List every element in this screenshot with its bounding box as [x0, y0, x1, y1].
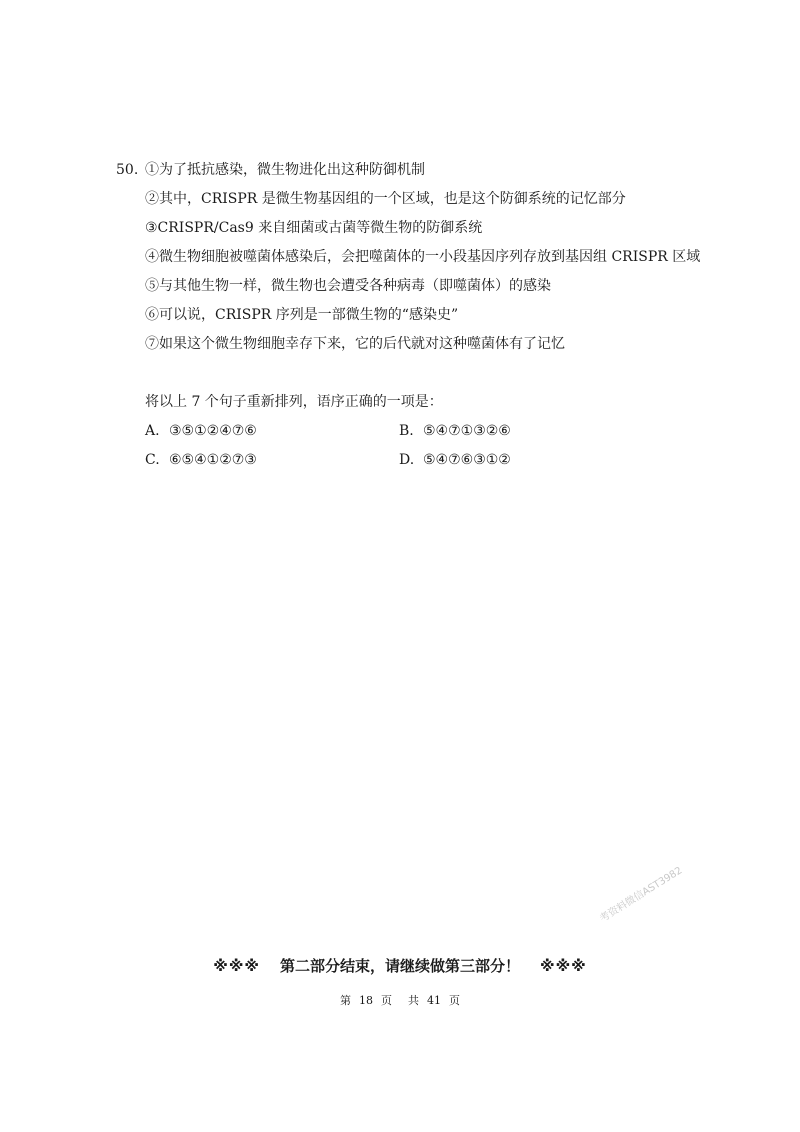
page-current: 18	[359, 994, 373, 1007]
sentence-7: ⑦如果这个微生物细胞幸存下来，它的后代就对这种噬菌体有了记忆	[145, 336, 565, 352]
question-number: 50.	[116, 162, 139, 178]
sentence-3: ③CRISPR/Cas9 来自细菌或古菌等微生物的防御系统	[145, 220, 483, 236]
page-number	[0, 992, 800, 1008]
option-b[interactable]	[399, 417, 511, 446]
option-c-letter: C.	[145, 452, 160, 468]
options-row-1	[116, 417, 736, 446]
section-end-banner	[0, 955, 800, 976]
section-end-symbols-left: ※※※	[213, 957, 260, 975]
question-first-line	[116, 156, 736, 185]
option-a-letter: A.	[145, 423, 160, 439]
options-row-2	[116, 446, 736, 475]
option-d-text: ⑤④⑦⑥③①②	[423, 452, 511, 468]
option-b-letter: B.	[399, 423, 414, 439]
option-d-letter: D.	[399, 452, 415, 468]
sentence-4: ④微生物细胞被噬菌体感染后，会把噬菌体的一小段基因序列存放到基因组 CRISPR 区域	[145, 249, 701, 265]
total-suffix: 页	[449, 994, 460, 1007]
page-mid: 页	[381, 994, 392, 1007]
page-total: 41	[427, 994, 441, 1007]
sentence-1: ①为了抵抗感染，微生物进化出这种防御机制	[145, 162, 425, 178]
sentence-2: ②其中，CRISPR 是微生物基因组的一个区域，也是这个防御系统的记忆部分	[145, 191, 626, 207]
section-end-symbols-right: ※※※	[540, 957, 587, 975]
option-c[interactable]	[145, 446, 257, 475]
watermark-text: 考资料微信AST3982	[598, 865, 685, 925]
page-prefix: 第	[340, 994, 351, 1007]
sentence-6: ⑥可以说，CRISPR 序列是一部微生物的“感染史”	[145, 307, 459, 323]
question-prompt: 将以上 7 个句子重新排列，语序正确的一项是：	[145, 394, 443, 410]
option-b-text: ⑤④⑦①③②⑥	[423, 423, 511, 439]
total-prefix: 共	[408, 994, 419, 1007]
section-end-text: 第二部分结束，请继续做第三部分！	[279, 957, 520, 975]
option-c-text: ⑥⑤④①②⑦③	[169, 452, 257, 468]
question-50	[116, 156, 736, 475]
sentence-5: ⑤与其他生物一样，微生物也会遭受各种病毒（即噬菌体）的感染	[145, 278, 551, 294]
option-a-text: ③⑤①②④⑦⑥	[169, 423, 257, 439]
option-d[interactable]	[399, 446, 511, 475]
sentence-8	[116, 359, 736, 388]
option-a[interactable]	[145, 417, 257, 446]
